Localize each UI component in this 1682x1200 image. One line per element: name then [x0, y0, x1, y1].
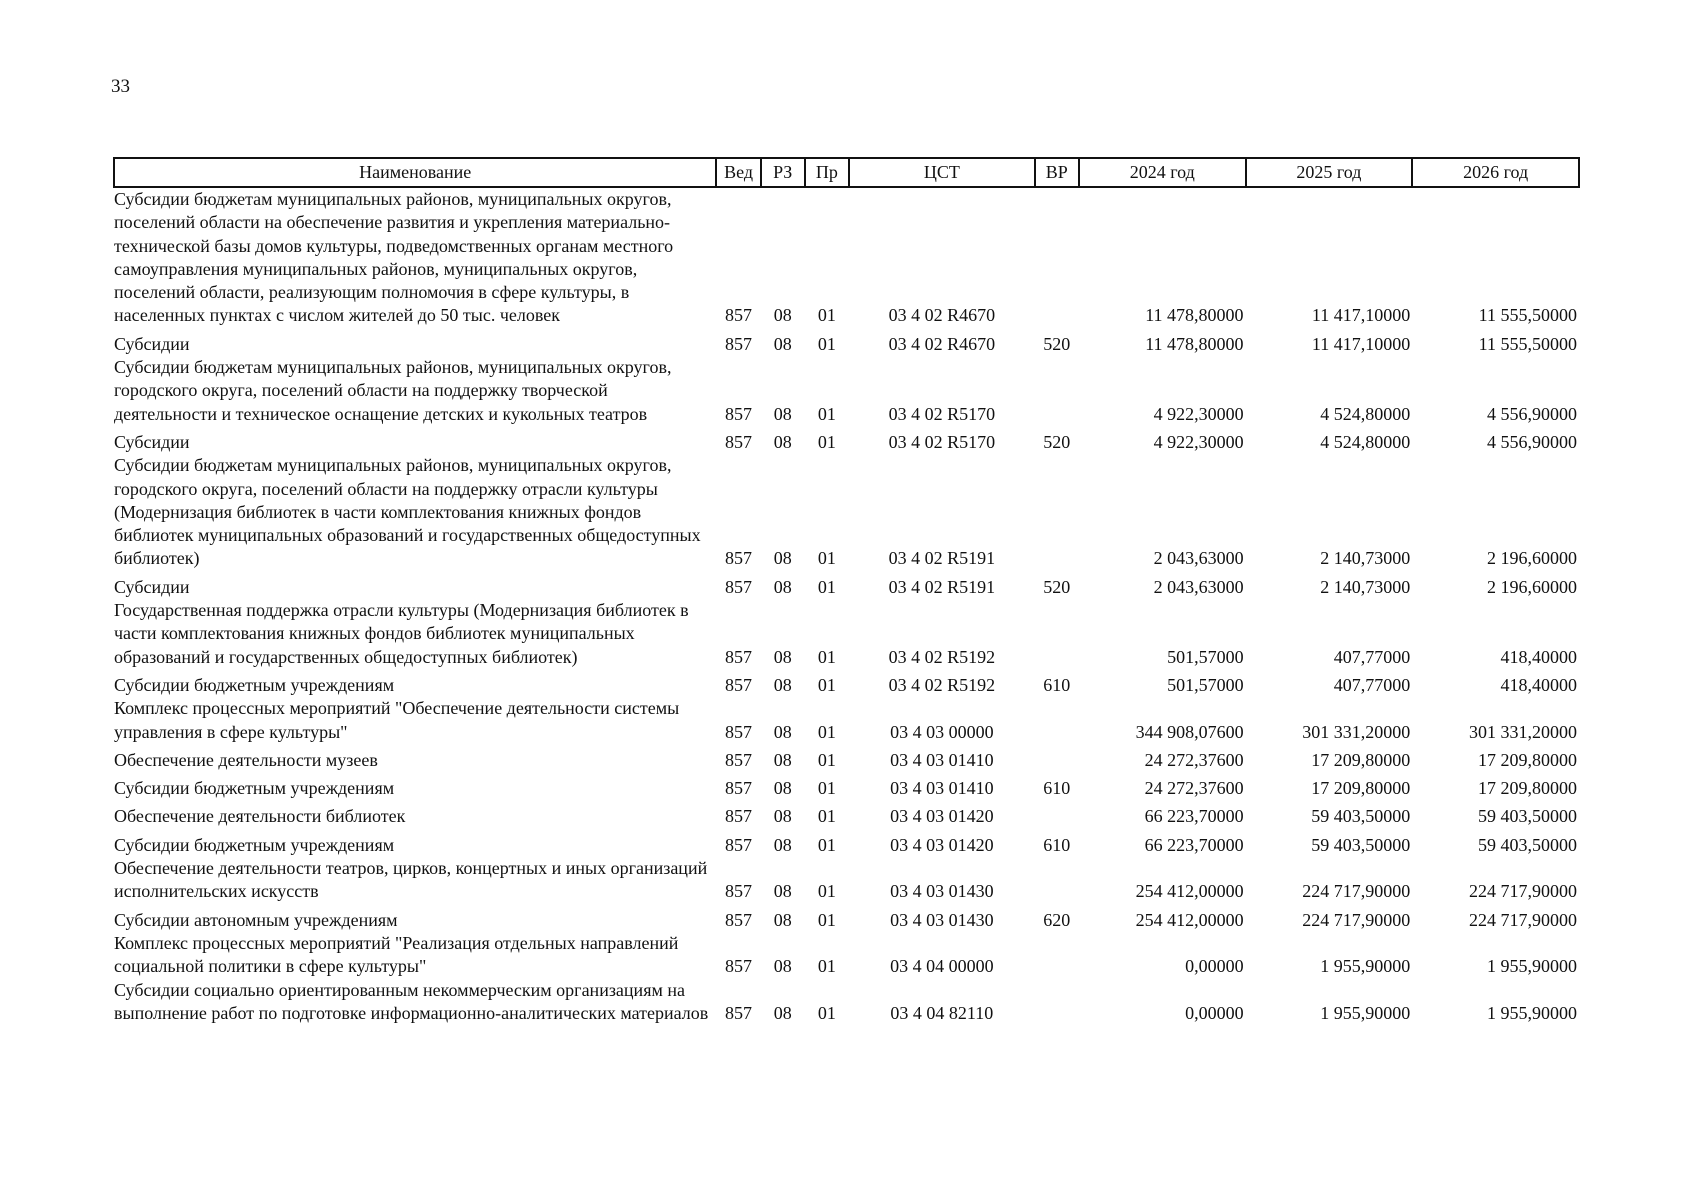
table-row [114, 800, 1579, 828]
cell-2025: 1 955,90000 [1320, 956, 1411, 977]
table-row [114, 772, 1579, 800]
cell-ved: 857 [725, 721, 753, 742]
cell-vr [1035, 697, 1079, 744]
cell-2024: 501,57000 [1167, 674, 1244, 695]
cell-rz: 08 [773, 834, 792, 855]
cell-rz: 08 [773, 674, 792, 695]
cell-vr: 620 [1043, 909, 1071, 930]
cell-2024: 2 043,63000 [1153, 576, 1244, 597]
cell-rz: 08 [773, 881, 792, 902]
cell-name: Субсидии социально ориентированным некоммерческим организациям на выполнение работ по подготовке информационно-аналитических материалов [114, 979, 709, 1023]
cell-ved: 857 [725, 646, 753, 667]
cell-2025: 4 524,80000 [1320, 403, 1411, 424]
cell-2025: 59 403,50000 [1311, 834, 1411, 855]
table-row [114, 356, 1579, 426]
cell-2025: 301 331,20000 [1302, 721, 1411, 742]
table-row [114, 744, 1579, 772]
table-row [114, 669, 1579, 697]
cell-name: Субсидии бюджетным учреждениям [114, 778, 395, 799]
cell-2024: 66 223,70000 [1144, 834, 1244, 855]
cell-2024: 24 272,37600 [1144, 749, 1244, 770]
cell-2026: 17 209,80000 [1478, 778, 1577, 799]
cell-vr: 520 [1043, 576, 1071, 597]
cell-cst: 03 4 04 82110 [890, 1002, 994, 1023]
cell-rz: 08 [773, 909, 792, 930]
header-rz: РЗ [761, 158, 805, 187]
budget-table-container [113, 157, 1580, 1025]
table-row [114, 571, 1579, 599]
cell-2026: 59 403,50000 [1478, 834, 1577, 855]
cell-vr: 520 [1043, 333, 1071, 354]
cell-rz: 08 [773, 721, 792, 742]
cell-rz: 08 [773, 305, 792, 326]
cell-pr: 01 [817, 749, 836, 770]
cell-name: Комплекс процессных мероприятий "Реализация отдельных направлений социальной политики в сфере культуры" [114, 932, 679, 977]
cell-cst: 03 4 02 R5170 [888, 431, 996, 452]
cell-vr [1035, 454, 1079, 570]
cell-2026: 1 955,90000 [1487, 1002, 1577, 1023]
cell-ved: 857 [725, 806, 753, 827]
cell-name: Субсидии бюджетным учреждениям [114, 834, 395, 855]
cell-vr: 610 [1043, 778, 1071, 799]
cell-cst: 03 4 02 R5191 [888, 548, 996, 569]
table-row [114, 187, 1579, 328]
cell-pr: 01 [817, 909, 836, 930]
cell-cst: 03 4 04 00000 [890, 956, 994, 977]
header-2024: 2024 год [1079, 158, 1246, 187]
cell-vr [1035, 356, 1079, 426]
cell-pr: 01 [817, 1002, 836, 1023]
cell-name: Субсидии бюджетам муниципальных районов, муниципальных округов, поселений области на обеспечение развития и укрепления материально-технической базы домов культуры, подведомственных органам местного самоуправления муниципальных районов, муниципальных округов, поселений области, реализующим полномочия в сфере культуры, в населенных пунктах с числом жителей до 50 тыс. человек [114, 189, 674, 326]
cell-2026: 2 196,60000 [1487, 548, 1577, 569]
cell-cst: 03 4 03 01410 [890, 749, 994, 770]
cell-name: Государственная поддержка отрасли культуры (Модернизация библиотек в части комплектования книжных фондов библиотек муниципальных образований и государственных общедоступных библиотек) [114, 600, 689, 667]
table-header-row [114, 158, 1579, 187]
cell-2026: 11 555,50000 [1478, 333, 1577, 354]
cell-cst: 03 4 03 00000 [890, 721, 994, 742]
cell-pr: 01 [817, 646, 836, 667]
cell-vr [1035, 744, 1079, 772]
cell-vr [1035, 932, 1079, 979]
cell-name: Комплекс процессных мероприятий "Обеспечение деятельности системы управления в сфере культуры" [114, 698, 680, 742]
cell-rz: 08 [773, 431, 792, 452]
cell-ved: 857 [725, 548, 753, 569]
header-name: Наименование [114, 158, 716, 187]
cell-rz: 08 [773, 548, 792, 569]
header-2025: 2025 год [1246, 158, 1413, 187]
cell-2024: 24 272,37600 [1144, 778, 1244, 799]
cell-ved: 857 [725, 956, 753, 977]
cell-vr: 520 [1043, 431, 1071, 452]
cell-name: Обеспечение деятельности театров, цирков, концертных и иных организаций исполнительских искусств [114, 858, 708, 902]
cell-pr: 01 [817, 305, 836, 326]
cell-cst: 03 4 02 R5170 [888, 403, 996, 424]
cell-2024: 2 043,63000 [1153, 548, 1244, 569]
cell-2025: 407,77000 [1333, 674, 1411, 695]
cell-2024: 344 908,07600 [1135, 721, 1244, 742]
cell-2024: 254 412,00000 [1135, 881, 1244, 902]
cell-2026: 224 717,90000 [1469, 881, 1577, 902]
cell-rz: 08 [773, 1002, 792, 1023]
cell-rz: 08 [773, 778, 792, 799]
cell-2026: 17 209,80000 [1478, 749, 1577, 770]
cell-name: Субсидии бюджетам муниципальных районов, муниципальных округов, городского округа, поселений области на поддержку отрасли культуры (Модернизация библиотек в части комплектования книжных фондов библиотек муниципальных образований и государственных общедоступных библиотек) [114, 455, 701, 569]
cell-name: Субсидии [114, 333, 190, 354]
cell-2025: 17 209,80000 [1311, 749, 1411, 770]
cell-2025: 224 717,90000 [1302, 881, 1411, 902]
cell-2024: 11 478,80000 [1145, 305, 1244, 326]
cell-name: Обеспечение деятельности музеев [114, 749, 378, 770]
cell-ved: 857 [725, 834, 753, 855]
table-row [114, 454, 1579, 570]
cell-cst: 03 4 03 01420 [890, 806, 994, 827]
table-row [114, 829, 1579, 857]
cell-pr: 01 [817, 806, 836, 827]
table-row [114, 904, 1579, 932]
cell-ved: 857 [725, 909, 753, 930]
cell-name: Субсидии бюджетам муниципальных районов, муниципальных округов, городского округа, поселений области на поддержку творческой деятельности и техническое оснащение детских и кукольных театров [114, 357, 672, 424]
cell-name: Субсидии автономным учреждениям [114, 909, 398, 930]
cell-pr: 01 [817, 333, 836, 354]
cell-ved: 857 [725, 1002, 753, 1023]
cell-2024: 254 412,00000 [1135, 909, 1244, 930]
cell-pr: 01 [817, 778, 836, 799]
cell-pr: 01 [817, 834, 836, 855]
cell-2026: 418,40000 [1500, 674, 1577, 695]
cell-pr: 01 [817, 881, 836, 902]
cell-2024: 0,00000 [1185, 956, 1244, 977]
table-row [114, 426, 1579, 454]
cell-name: Субсидии [114, 431, 190, 452]
cell-2024: 0,00000 [1185, 1002, 1244, 1023]
cell-cst: 03 4 02 R5192 [888, 674, 996, 695]
cell-name: Субсидии [114, 576, 190, 597]
cell-2026: 4 556,90000 [1487, 431, 1577, 452]
cell-ved: 857 [725, 749, 753, 770]
cell-rz: 08 [773, 956, 792, 977]
cell-2024: 501,57000 [1167, 646, 1244, 667]
cell-ved: 857 [725, 778, 753, 799]
header-cst: ЦСТ [849, 158, 1035, 187]
cell-cst: 03 4 02 R4670 [888, 333, 996, 354]
cell-vr [1035, 979, 1079, 1026]
cell-2026: 418,40000 [1500, 646, 1577, 667]
page-number: 33 [111, 76, 130, 97]
cell-ved: 857 [725, 881, 753, 902]
cell-rz: 08 [773, 806, 792, 827]
cell-cst: 03 4 03 01430 [890, 881, 994, 902]
cell-2024: 11 478,80000 [1145, 333, 1244, 354]
cell-rz: 08 [773, 403, 792, 424]
cell-2026: 301 331,20000 [1469, 721, 1577, 742]
cell-name: Субсидии бюджетным учреждениям [114, 674, 395, 695]
cell-ved: 857 [725, 431, 753, 452]
cell-ved: 857 [725, 305, 753, 326]
cell-2025: 407,77000 [1333, 646, 1411, 667]
cell-ved: 857 [725, 674, 753, 695]
table-row [114, 979, 1579, 1026]
cell-2025: 4 524,80000 [1320, 431, 1411, 452]
cell-cst: 03 4 02 R4670 [888, 305, 996, 326]
cell-vr [1035, 599, 1079, 669]
cell-2025: 17 209,80000 [1311, 778, 1411, 799]
cell-name: Обеспечение деятельности библиотек [114, 806, 406, 827]
budget-table [113, 157, 1580, 1025]
table-row [114, 932, 1579, 979]
cell-ved: 857 [725, 576, 753, 597]
cell-vr [1035, 187, 1079, 328]
cell-2026: 11 555,50000 [1478, 305, 1577, 326]
cell-rz: 08 [773, 576, 792, 597]
cell-2026: 224 717,90000 [1469, 909, 1577, 930]
cell-pr: 01 [817, 548, 836, 569]
header-vr: ВР [1035, 158, 1079, 187]
table-row [114, 857, 1579, 904]
cell-rz: 08 [773, 646, 792, 667]
cell-rz: 08 [773, 749, 792, 770]
cell-pr: 01 [817, 674, 836, 695]
cell-2024: 66 223,70000 [1144, 806, 1244, 827]
cell-vr: 610 [1043, 674, 1071, 695]
cell-2026: 4 556,90000 [1487, 403, 1577, 424]
cell-2026: 1 955,90000 [1487, 956, 1577, 977]
cell-vr [1035, 800, 1079, 828]
cell-2025: 2 140,73000 [1320, 548, 1411, 569]
cell-2026: 59 403,50000 [1478, 806, 1577, 827]
cell-ved: 857 [725, 333, 753, 354]
cell-rz: 08 [773, 333, 792, 354]
cell-pr: 01 [817, 956, 836, 977]
cell-2025: 2 140,73000 [1320, 576, 1411, 597]
cell-pr: 01 [817, 431, 836, 452]
cell-cst: 03 4 03 01420 [890, 834, 994, 855]
cell-ved: 857 [725, 403, 753, 424]
cell-vr: 610 [1043, 834, 1071, 855]
header-ved: Вед [716, 158, 760, 187]
cell-pr: 01 [817, 721, 836, 742]
cell-2024: 4 922,30000 [1153, 431, 1244, 452]
table-row [114, 328, 1579, 356]
table-row [114, 697, 1579, 744]
cell-2025: 1 955,90000 [1320, 1002, 1411, 1023]
cell-cst: 03 4 03 01410 [890, 778, 994, 799]
cell-cst: 03 4 02 R5191 [888, 576, 996, 597]
cell-2025: 224 717,90000 [1302, 909, 1411, 930]
cell-cst: 03 4 03 01430 [890, 909, 994, 930]
cell-2025: 11 417,10000 [1311, 333, 1411, 354]
cell-2024: 4 922,30000 [1153, 403, 1244, 424]
cell-pr: 01 [817, 576, 836, 597]
cell-cst: 03 4 02 R5192 [888, 646, 996, 667]
cell-2025: 11 417,10000 [1311, 305, 1411, 326]
cell-2026: 2 196,60000 [1487, 576, 1577, 597]
cell-pr: 01 [817, 403, 836, 424]
cell-vr [1035, 857, 1079, 904]
header-pr: Пр [805, 158, 849, 187]
table-row [114, 599, 1579, 669]
cell-2025: 59 403,50000 [1311, 806, 1411, 827]
header-2026: 2026 год [1412, 158, 1579, 187]
